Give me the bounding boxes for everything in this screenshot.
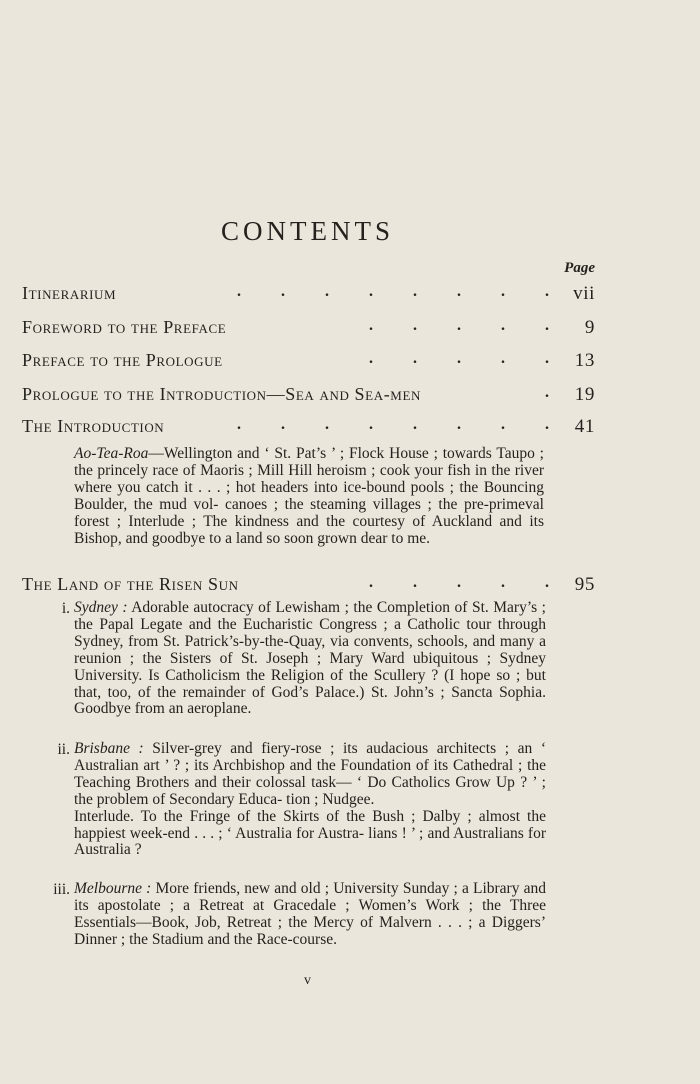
leader-dots: . — [545, 384, 549, 401]
page-title: CONTENTS — [221, 216, 394, 246]
section-number: i. — [61, 600, 70, 617]
summary-place: Ao-Tea-Roa — [74, 445, 149, 462]
toc-entry-title: The Introduction — [22, 416, 165, 436]
leader-dots: . . . . . — [369, 574, 549, 591]
page-number: v — [304, 973, 311, 988]
toc-entry-page: 19 — [574, 384, 595, 405]
toc-entry-title: Foreword to the Preface — [22, 317, 227, 337]
leader-dots: . . . . . . . . — [237, 416, 549, 433]
toc-entry-page: 41 — [574, 416, 595, 437]
toc-entry-page: 9 — [584, 317, 595, 338]
page-column-label: Page — [564, 260, 595, 276]
toc-entry-risen-sun[interactable] — [22, 574, 595, 598]
section-text: Melbourne : More friends, new and old ; University Sunday ; a Library and its apostolate ; a Retreat at Gracedale ; Women’s Work ; the Three Essentials—Book, Job, Retreat ; the Mercy of Malvern . . . ; a Diggers’ Dinner ; the Stadium and the Race-course. — [74, 880, 546, 948]
toc-entry-page: vii — [573, 283, 595, 304]
section-text: Brisbane : Silver-grey and fiery-rose ; its audacious architects ; an ‘ Australian art ’ ? ; its Archbishop and the Foundation of its Cathedral ; the Teaching Brothers and their colossal task— ‘ Do Catholics Grow Up ? ’ ; the problem of Secondary Educa- tion ; Nudgee. Interlude. To the Fringe of the Skirts of the Bush ; Dalby ; almost the happiest week-end . . . ; ‘ Australia for Austra- lians ! ’ ; and Australians for Australia ? — [74, 740, 546, 859]
leader-dots: . . . . . . . . — [237, 283, 549, 300]
toc-entry-title: Itinerarium — [22, 283, 117, 303]
toc-entry-page: 13 — [574, 350, 595, 371]
section-place: Melbourne : — [74, 880, 152, 897]
toc-entry-title: The Land of the Risen Sun — [22, 574, 239, 594]
leader-dots: . . . . . — [369, 350, 549, 367]
section-place: Brisbane : — [74, 740, 144, 757]
toc-entry-title: Preface to the Prologue — [22, 350, 223, 370]
section-text: Sydney : Adorable autocracy of Lewisham ; the Completion of St. Mary’s ; the Papal Legate and the Eucharistic Congress ; a Catholic tour through Sydney, from St. Patrick’s-by-the-Quay, via convents, schools, and many a reunion ; the Sisters of St. Joseph ; Mary Ward ubiquitous ; Sydney University. Is Catholicism the Religion of the Scullery ? (I hope so ; but that, too, of the remainder of God’s Palace.) St. John’s ; Sancta Sophia. Goodbye from an aeroplane. — [74, 599, 546, 718]
section-place: Sydney : — [74, 599, 128, 616]
section-interlude: Interlude. To the Fringe of the Skirts of the Bush ; Dalby ; almost the happiest week-end . . . ; ‘ Australia for Austra- lians ! ’ ; and Australians for Australia ? — [74, 807, 546, 859]
toc-entry-foreword[interactable] — [22, 317, 595, 341]
summary-text: —Wellington and ‘ St. Pat’s ’ ; Flock House ; towards Taupo ; the princely race of Maoris ; Mill Hill heroism ; cook your fish in the river where you catch it . . . ; hot headers into ice-bound pools ; the Bouncing Boulder, the mud vol- canoes ; the steaming villages ; the pre-primeval forest ; Interlude ; The kindness and the courtesy of Auckland and its Bishop, and goodbye to a land so soon grown dear to me. — [74, 445, 544, 547]
toc-entry-prologue[interactable] — [22, 384, 595, 408]
section-number: ii. — [57, 741, 70, 758]
section-number: iii. — [53, 881, 70, 898]
toc-entry-title: Prologue to the Introduction—Sea and Sea-men — [22, 384, 421, 404]
toc-entry-page: 95 — [574, 574, 595, 595]
leader-dots: . . . . . — [369, 317, 549, 334]
toc-entry-itinerarium[interactable] — [22, 283, 595, 307]
toc-entry-introduction[interactable] — [22, 416, 595, 440]
toc-entry-preface[interactable] — [22, 350, 595, 374]
introduction-summary — [74, 446, 544, 547]
